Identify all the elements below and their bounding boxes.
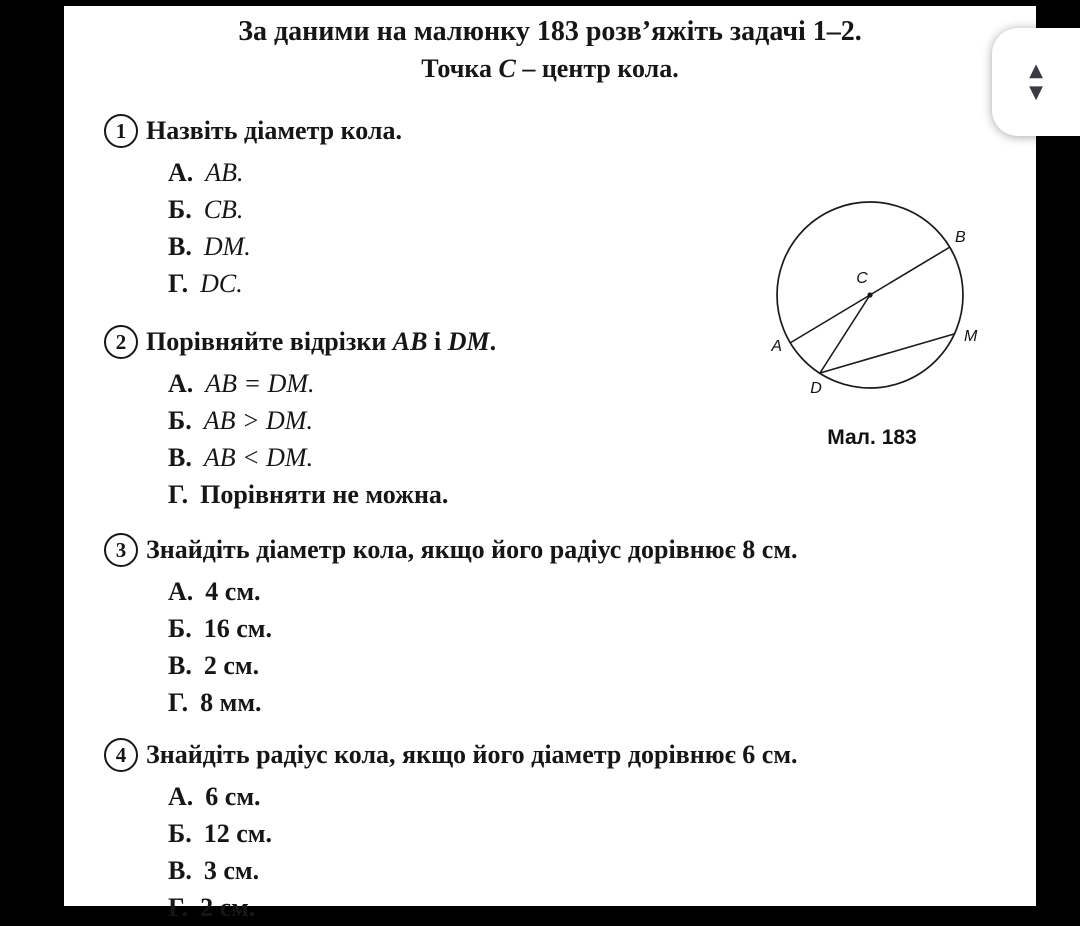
problem-3: [104, 533, 798, 721]
option-value: 16 см.: [203, 614, 272, 643]
problem-2-number-circle: 2: [104, 325, 138, 359]
scroll-up-icon[interactable]: ▲: [1029, 60, 1043, 81]
problem-4: [104, 738, 798, 926]
problem-1-number-circle: 1: [104, 114, 138, 148]
option-letter: А.: [168, 577, 194, 606]
option-a: [168, 778, 798, 815]
subtitle-text: – центр кола.: [515, 54, 679, 83]
point-label-a: A: [771, 338, 782, 355]
figure-caption: Мал. 183: [827, 426, 917, 449]
subtitle-variable: C: [498, 54, 516, 83]
option-value: DC.: [200, 269, 243, 298]
question-variable: AB: [392, 327, 428, 356]
option-value: 4 см.: [205, 577, 261, 606]
problem-1-options: [168, 154, 402, 302]
option-value: 2 см.: [203, 651, 260, 680]
option-value: AB < DM.: [203, 443, 314, 472]
option-value: DM.: [203, 232, 251, 261]
figure-183: [752, 189, 992, 450]
question-variable: DM: [447, 327, 490, 356]
option-b: [168, 191, 402, 228]
option-value: AB = DM.: [205, 369, 315, 398]
page-title: За даними на малюнку 183 розв’яжіть задачі 1–2.: [238, 16, 862, 47]
option-letter: Б.: [168, 819, 192, 848]
option-letter: Б.: [168, 406, 192, 435]
problem-1: [104, 114, 402, 302]
option-letter: А.: [168, 782, 194, 811]
option-b: [168, 402, 496, 439]
page-subtitle: [64, 54, 1036, 84]
option-letter: Г.: [168, 688, 189, 717]
point-label-b: B: [955, 229, 966, 246]
problem-2: [104, 325, 496, 513]
option-value: 12 см.: [203, 819, 272, 848]
problem-3-number-circle: 3: [104, 533, 138, 567]
option-value: AB.: [205, 158, 244, 187]
option-letter: В.: [168, 232, 192, 261]
option-letter: Г.: [168, 893, 189, 922]
option-value: 2 см.: [200, 893, 256, 922]
option-v: [168, 852, 798, 889]
document-page: [64, 6, 1036, 922]
option-a: [168, 365, 496, 402]
option-g: [168, 684, 798, 721]
option-a: [168, 573, 798, 610]
option-letter: Б.: [168, 195, 192, 224]
option-letter: А.: [168, 158, 194, 187]
scroll-down-icon[interactable]: ▼: [1029, 82, 1043, 103]
point-label-m: M: [964, 328, 978, 345]
center-point: [867, 292, 872, 297]
question-text: .: [489, 327, 497, 356]
point-label-d: D: [810, 380, 822, 397]
problem-1-question: Назвіть діаметр кола.: [146, 116, 403, 145]
option-value: 8 мм.: [200, 688, 262, 717]
option-value: 3 см.: [203, 856, 260, 885]
option-value: 6 см.: [205, 782, 261, 811]
problem-3-options: [168, 573, 798, 721]
subtitle-text: Точка: [421, 54, 499, 83]
option-g: [168, 265, 402, 302]
option-v: [168, 228, 402, 265]
problem-2-options: [168, 365, 496, 513]
option-b: [168, 610, 798, 647]
problem-3-question: Знайдіть діаметр кола, якщо його радіус дорівнює 8 см.: [146, 535, 798, 564]
option-value: CB.: [203, 195, 244, 224]
problem-4-number-circle: 4: [104, 738, 138, 772]
point-label-c: C: [856, 270, 868, 287]
option-v: [168, 439, 496, 476]
question-text: Порівняйте відрізки: [146, 327, 393, 356]
option-letter: Г.: [168, 480, 189, 509]
chord-dm-line: [820, 334, 954, 373]
problem-2-question: [146, 325, 496, 359]
option-a: [168, 154, 402, 191]
option-letter: Б.: [168, 614, 192, 643]
problem-4-question: Знайдіть радіус кола, якщо його діаметр дорівнює 6 см.: [146, 740, 798, 769]
option-letter: А.: [168, 369, 194, 398]
quick-scroll-widget[interactable]: [992, 28, 1080, 136]
problem-4-options: [168, 778, 798, 926]
option-letter: Г.: [168, 269, 189, 298]
option-b: [168, 815, 798, 852]
option-letter: В.: [168, 443, 192, 472]
circle-diagram: [752, 189, 992, 414]
option-value: Порівняти не можна.: [200, 480, 449, 509]
option-v: [168, 647, 798, 684]
option-letter: В.: [168, 856, 192, 885]
question-text: і: [427, 327, 448, 356]
option-value: AB > DM.: [203, 406, 313, 435]
option-letter: В.: [168, 651, 192, 680]
option-g: [168, 476, 496, 513]
option-g: [168, 889, 798, 926]
